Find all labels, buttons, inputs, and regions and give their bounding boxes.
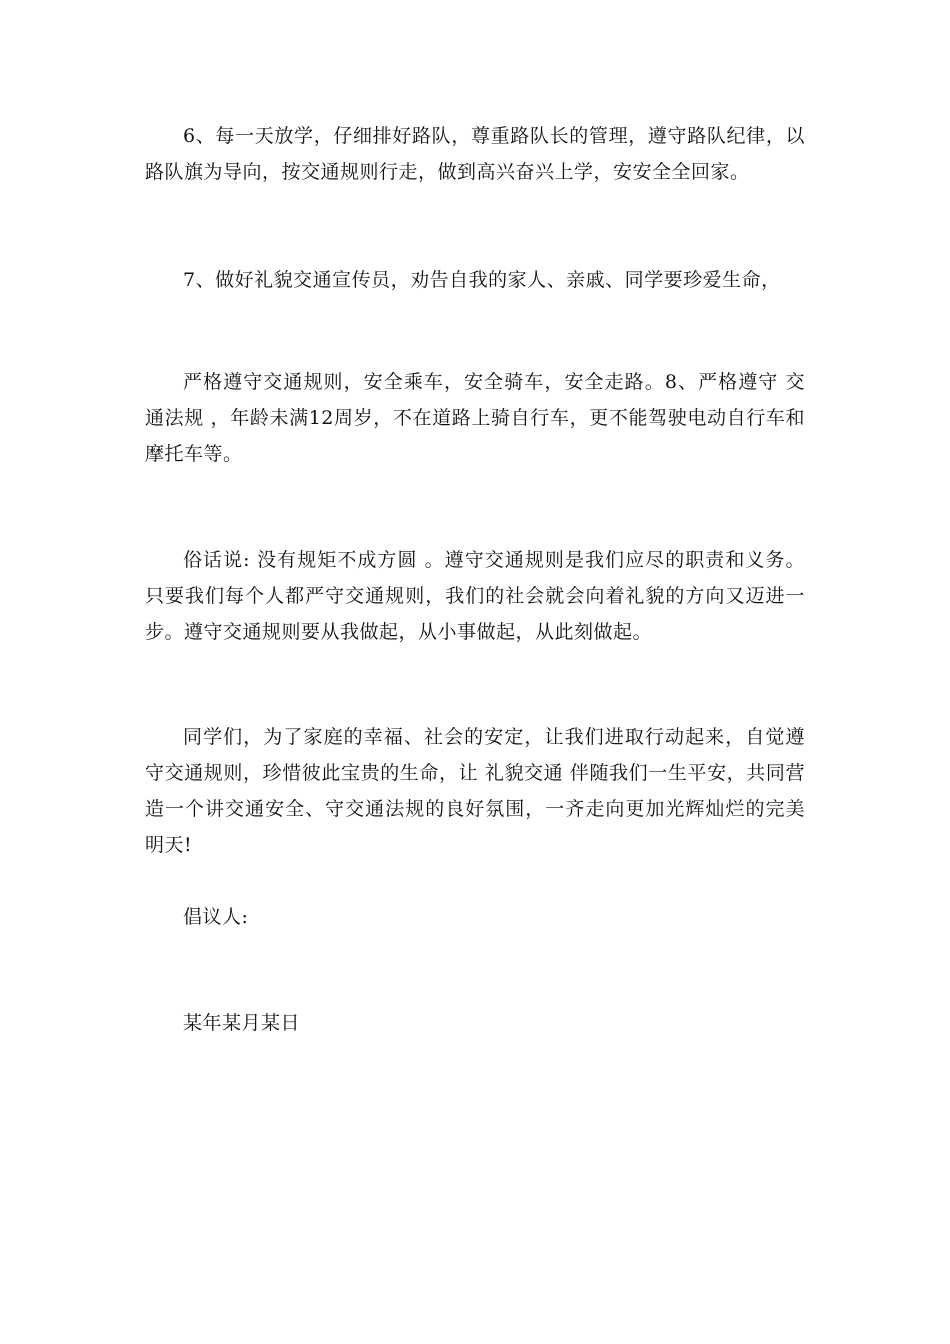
- initiator-label: 倡议人:: [183, 906, 249, 928]
- date-line: 某年某月某日: [183, 1012, 301, 1034]
- paragraph-rule-7: 7、做好礼貌交通宣传员，劝告自我的家人、亲戚、同学要珍爱生命，: [183, 269, 781, 291]
- paragraph-rule-8: 严格遵守交通规则，安全乘车，安全骑车，安全走路。8、严格遵守 交通法规 ，年龄未满12周岁，不在道路上骑自行车，更不能驾驶电动自行车和摩托车等。: [145, 371, 805, 465]
- paragraph-rule-6: 6、每一天放学，仔细排好路队，尊重路队长的管理，遵守路队纪律，以路队旗为导向，按交通规则行走，做到高兴奋兴上学，安安全全回家。: [145, 125, 805, 183]
- paragraph-call-to-action: 同学们，为了家庭的幸福、社会的安定，让我们进取行动起来，自觉遵守交通规则，珍惜彼此宝贵的生命，让 礼貌交通 伴随我们一生平安，共同营造一个讲交通安全、守交通法规的良好氛围，一齐走向更加光辉灿烂的完美明天!: [145, 726, 805, 856]
- paragraph-proverb: 俗话说: 没有规矩不成方圆 。遵守交通规则是我们应尽的职责和义务。只要我们每个人都严守交通规则，我们的社会就会向着礼貌的方向又迈进一步。遵守交通规则要从我做起，从小事做起，从此刻做起。: [145, 549, 805, 643]
